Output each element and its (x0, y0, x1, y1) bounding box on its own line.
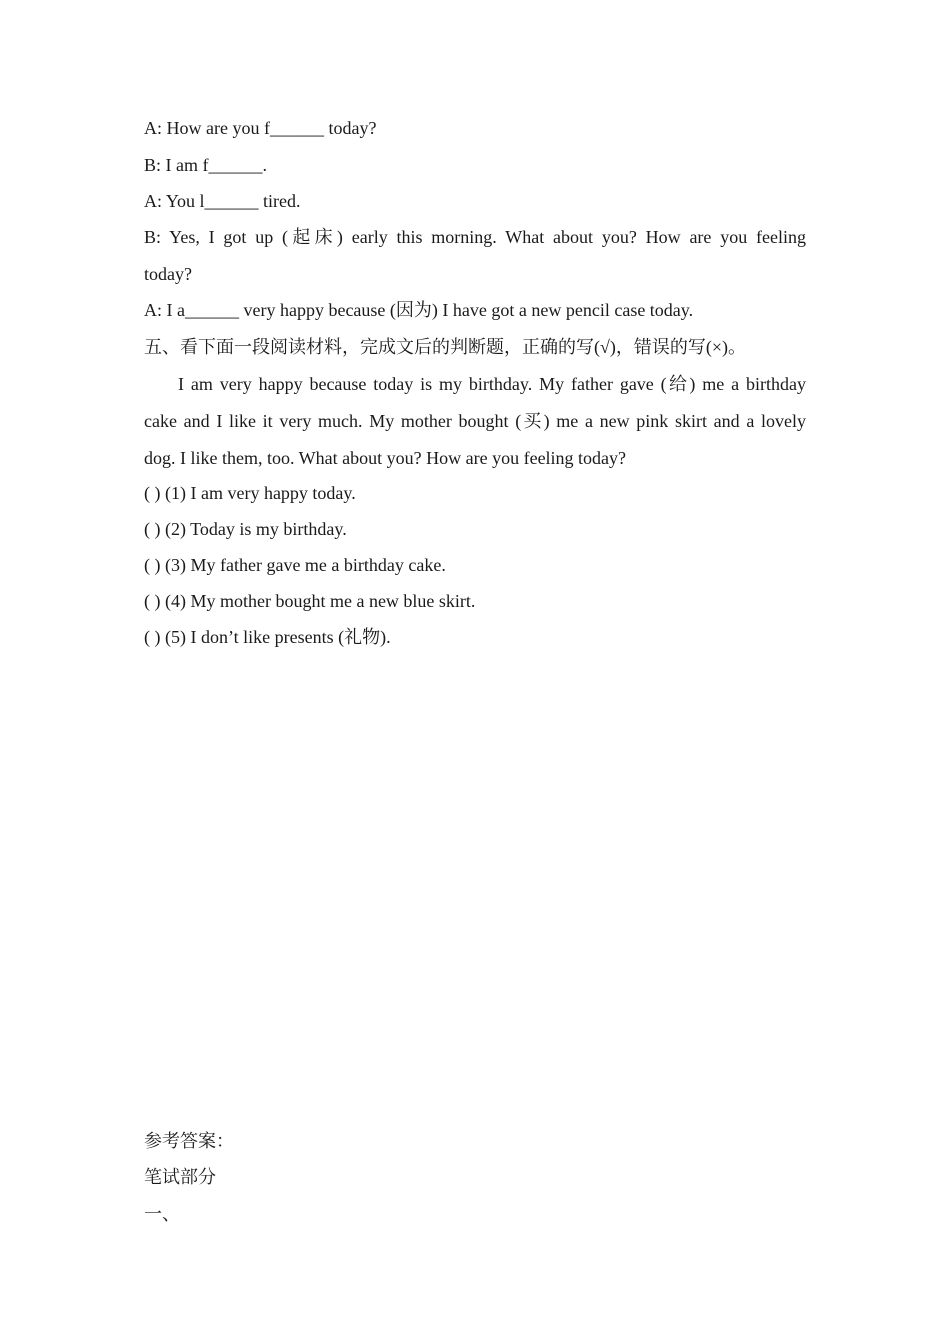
dialogue-line-1: A: How are you f______ today? (144, 118, 377, 138)
dialogue-line-4a: B: Yes, I got up (起床) early this morning. What about you? How are you feeling (144, 227, 806, 247)
dialogue-line-5: A: I a______ very happy because (因为) I have got a new pencil case today. (144, 300, 694, 320)
passage-line-3: dog. I like them, too. What about you? How are you feeling today? (144, 448, 627, 468)
answers-title: 参考答案： (144, 1131, 234, 1151)
passage-line-1: I am very happy because today is my birthday. My father gave (给) me a birthday (178, 374, 806, 394)
answers-part: 笔试部分 (144, 1167, 216, 1187)
dialogue-line-2: B: I am f______. (144, 155, 267, 175)
passage-line-2: cake and I like it very much. My mother bought (买) me a new pink skirt and a lovely (144, 411, 806, 431)
dialogue-line-4b: today? (144, 264, 192, 284)
judgement-item-3: ( ) (3) My father gave me a birthday cake. (144, 555, 446, 575)
dialogue-line-3: A: You l______ tired. (144, 191, 301, 211)
judgement-item-2: ( ) (2) Today is my birthday. (144, 519, 347, 539)
answers-section-1: 一、 (144, 1204, 180, 1224)
section-5-heading: 五、看下面一段阅读材料，完成文后的判断题，正确的写(√)，错误的写(×)。 (144, 337, 747, 357)
judgement-item-1: ( ) (1) I am very happy today. (144, 483, 356, 503)
judgement-item-4: ( ) (4) My mother bought me a new blue skirt. (144, 591, 476, 611)
judgement-item-5: ( ) (5) I don’t like presents (礼物). (144, 627, 391, 647)
